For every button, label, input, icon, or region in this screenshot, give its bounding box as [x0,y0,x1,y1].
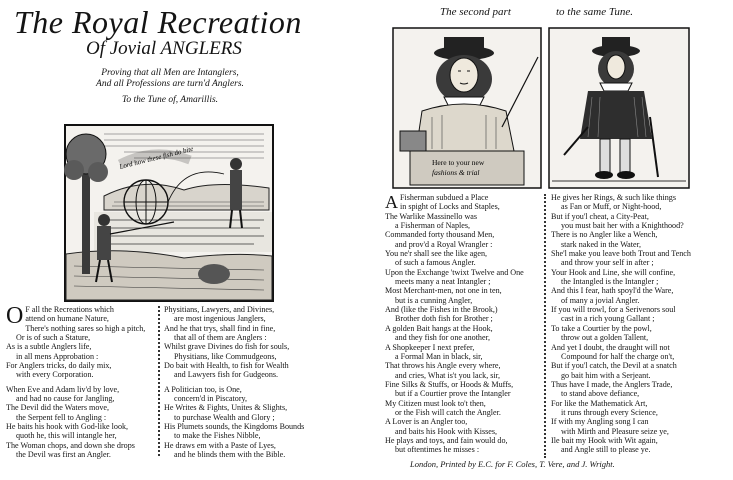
col2-line: Physitians, like Commudgeons, [174,351,277,361]
col2-line: He Writes & Fights, Unites & Slights, [164,403,288,413]
col2-line: are most ingenious Janglers, [174,314,266,324]
col2-line: to make the Fishes Nibble, [174,431,261,441]
col3-line: and they fish for one another, [395,333,490,343]
col4-line: Thus have I made, the Anglers Trade, [551,379,673,389]
col3-line: Brother doth fish for Brother ; [395,314,493,324]
col1-line: He baits his hook with God-like look, [6,422,129,432]
col3-line: of such a famous Angler. [395,258,476,268]
drop-cap-a: A [385,192,398,212]
column-divider-1 [158,306,160,456]
col4-line: and throw your self in after ; [561,258,654,268]
col3-line: Most Merchant-men, not one in ten, [385,286,502,296]
ballad-subtitle: Of Jovial ANGLERS [86,38,242,59]
col3-line: That throws his Angle every where, [385,361,501,371]
seated-man-woodcut-image [392,27,542,189]
col3-line: a Formal Man in black, sir, [395,351,483,361]
col4-line: it runs through every Science, [561,407,658,417]
col3-line: A Lover is an Angler too, [385,417,468,427]
col2-line: Physitians, Lawyers, and Divines, [164,305,275,314]
col3-line: Fisherman subdued a Place [400,193,489,202]
col1-line: quoth he, this will intangle her, [16,431,117,441]
col3-line: in spight of Locks and Staples, [400,202,500,212]
tune-line: To the Tune of, Amarillis. [121,95,219,105]
woodcut-caption-1: Here to your new [432,158,485,167]
angler-woodcut-image [64,124,274,302]
col4-line: Your Hook and Line, she will confine, [551,267,676,277]
col3-line: and prov'd a Royal Wrangler : [395,239,493,249]
col2-line: He draws em with a Paste of Lyes, [164,440,276,450]
verse-column-4 [551,193,729,455]
col4-line: stark naked in the Water, [561,239,642,249]
col4-line: If with my Angling song I can [551,417,649,427]
col1-line: and had no cause for Jangling, [16,394,115,404]
proving-line-1: Proving that all Men are Intanglers, [101,68,239,78]
col1-line: the Devil was first an Angler. [16,450,111,460]
col3-line: A golden Bait hangs at the Hook, [385,323,493,333]
col1-line: There's nothing sares so high a pitch, [25,323,146,333]
col4-line: Ile bait my Hook with Wit again, [551,435,658,445]
col3-line: but oftentimes he misses : [395,445,480,455]
col3-line: but is a cunning Angler, [395,295,473,305]
col2-line: to purchase Wealth and Glory ; [174,412,275,422]
col3-line: or the Fish will catch the Angler. [395,407,501,417]
col1-line: in all mens Approbation : [16,351,99,361]
col3-line: Fine Silks & Stuffs, or Hoods & Muffs, [385,379,514,389]
col3-line: The Warlike Massinello was [385,211,478,221]
col3-line: meets many a neat Intangler ; [395,277,491,287]
col4-line: To take a Courtier by the powl, [551,323,652,333]
col2-line: A Politician too, is One, [164,384,242,394]
col3-line: A Shopkeeper I next prefer, [385,342,475,352]
col1-line: For Anglers tricks, do daily mix, [6,361,112,371]
same-tune-heading: to the same Tune. [556,6,633,18]
col3-line: He plays and toys, and fain would do, [385,435,508,445]
col3-line: and cries, What is't you lack, sir, [395,370,501,380]
col1-line: The Devil did the Waters move, [6,403,110,413]
col4-line: But if you'l catch, the Devil at a snatch [551,361,677,371]
col1-line: As is a subtle Anglers life, [6,342,92,352]
col4-line: And this I fear, hath spoyl'd the Ware, [551,286,674,296]
col4-line: throw out a golden Tallent, [561,333,649,343]
col2-line: concern'd in Piscatory, [174,394,248,404]
col4-line: the Intangled is the Intangler ; [561,277,659,287]
col1-line: with every Corporation. [16,370,94,380]
verse-column-1 [6,305,156,460]
col2-line: And he that trys, shall find in fine, [164,323,276,333]
col3-line: My Citizen must look to't then, [385,398,486,408]
col4-line: go bait him with a Serjeant. [561,370,651,380]
col2-line: Do bait with Health, to fish for Wealth [164,361,289,371]
col2-line: His Plumets sounds, the Kingdoms Bounds [164,422,305,432]
col4-line: you must bait her with a Knighthood? [561,221,684,231]
col1-line: attend on humane Nature, [25,314,109,324]
col2-line: that all of them are Anglers : [174,333,267,343]
col4-line: She'l make you leave both Trout and Tench [551,249,691,259]
printer-imprint: London, Printed by E.C. for F. Coles, T. Vere, and J. Wright. [410,459,615,469]
verse-column-2 [164,305,334,460]
ballad-title: The Royal Recreation [14,4,302,40]
col3-line: and baits his Hook with Kisses, [395,426,498,436]
col1-line: the Serpent fell to Angling : [16,412,107,422]
col1-line: F all the Recreations which [25,305,114,314]
col3-line: Upon the Exchange 'twixt Twelve and One [385,267,524,277]
proving-line-2: And all Professions are turn'd Anglers. [96,79,244,89]
col4-line: For like the Mathematick Art, [551,398,648,408]
col1-line: When Eve and Adam liv'd by love, [6,384,120,394]
col3-line: Commanded forty thousand Men, [385,230,495,240]
col4-line: to stand above defiance, [561,389,640,399]
col3-line: a Fisherman of Naples, [395,221,471,231]
col3-line: And (like the Fishes in the Brook,) [385,305,498,315]
col4-line: with Mirth and Pleasure seize ye, [561,426,669,436]
col1-line: The Woman chops, and down she drops [6,440,135,450]
col4-line: There is no Angler like a Wench, [551,230,658,240]
drop-cap-o: O [6,303,24,329]
col4-line: and Angle still to please ye. [561,445,651,455]
col2-line: and Lawyers fish for Gudgeons. [174,370,279,380]
woodcut-caption-2: fashions & trial [432,168,480,177]
col2-line: and he blinds them with the Bible. [174,450,286,460]
standing-man-woodcut-image [548,27,690,189]
col4-line: of many a jovial Angler. [561,295,640,305]
column-divider-2 [544,194,546,458]
col4-line: But if you'l cheat, a City-Peat, [551,211,649,221]
verse-column-3 [385,193,545,455]
col4-line: Compound for half the charge on't, [561,351,675,361]
col4-line: He gives her Rings, & such like things [551,193,676,202]
col2-line: Whilst grave Divines do fish for souls, [164,342,290,352]
col3-line: but if a Courtier prove the Intangler [395,389,511,399]
second-part-heading: The second part [440,6,511,18]
col4-line: If you will trowl, for a Serivenors soul [551,305,676,315]
col3-line: You ne'r shall see the like agen, [385,249,488,259]
col4-line: as Fan or Muff, or Night-hood, [561,202,662,212]
col4-line: cast in a rich young Gallant ; [561,314,655,324]
woodcut-banner-text: Lord how these fish do bite [118,144,195,171]
col1-line: Or is of such a Stature, [16,333,91,343]
col4-line: And yet I doubt, the draught will not [551,342,670,352]
